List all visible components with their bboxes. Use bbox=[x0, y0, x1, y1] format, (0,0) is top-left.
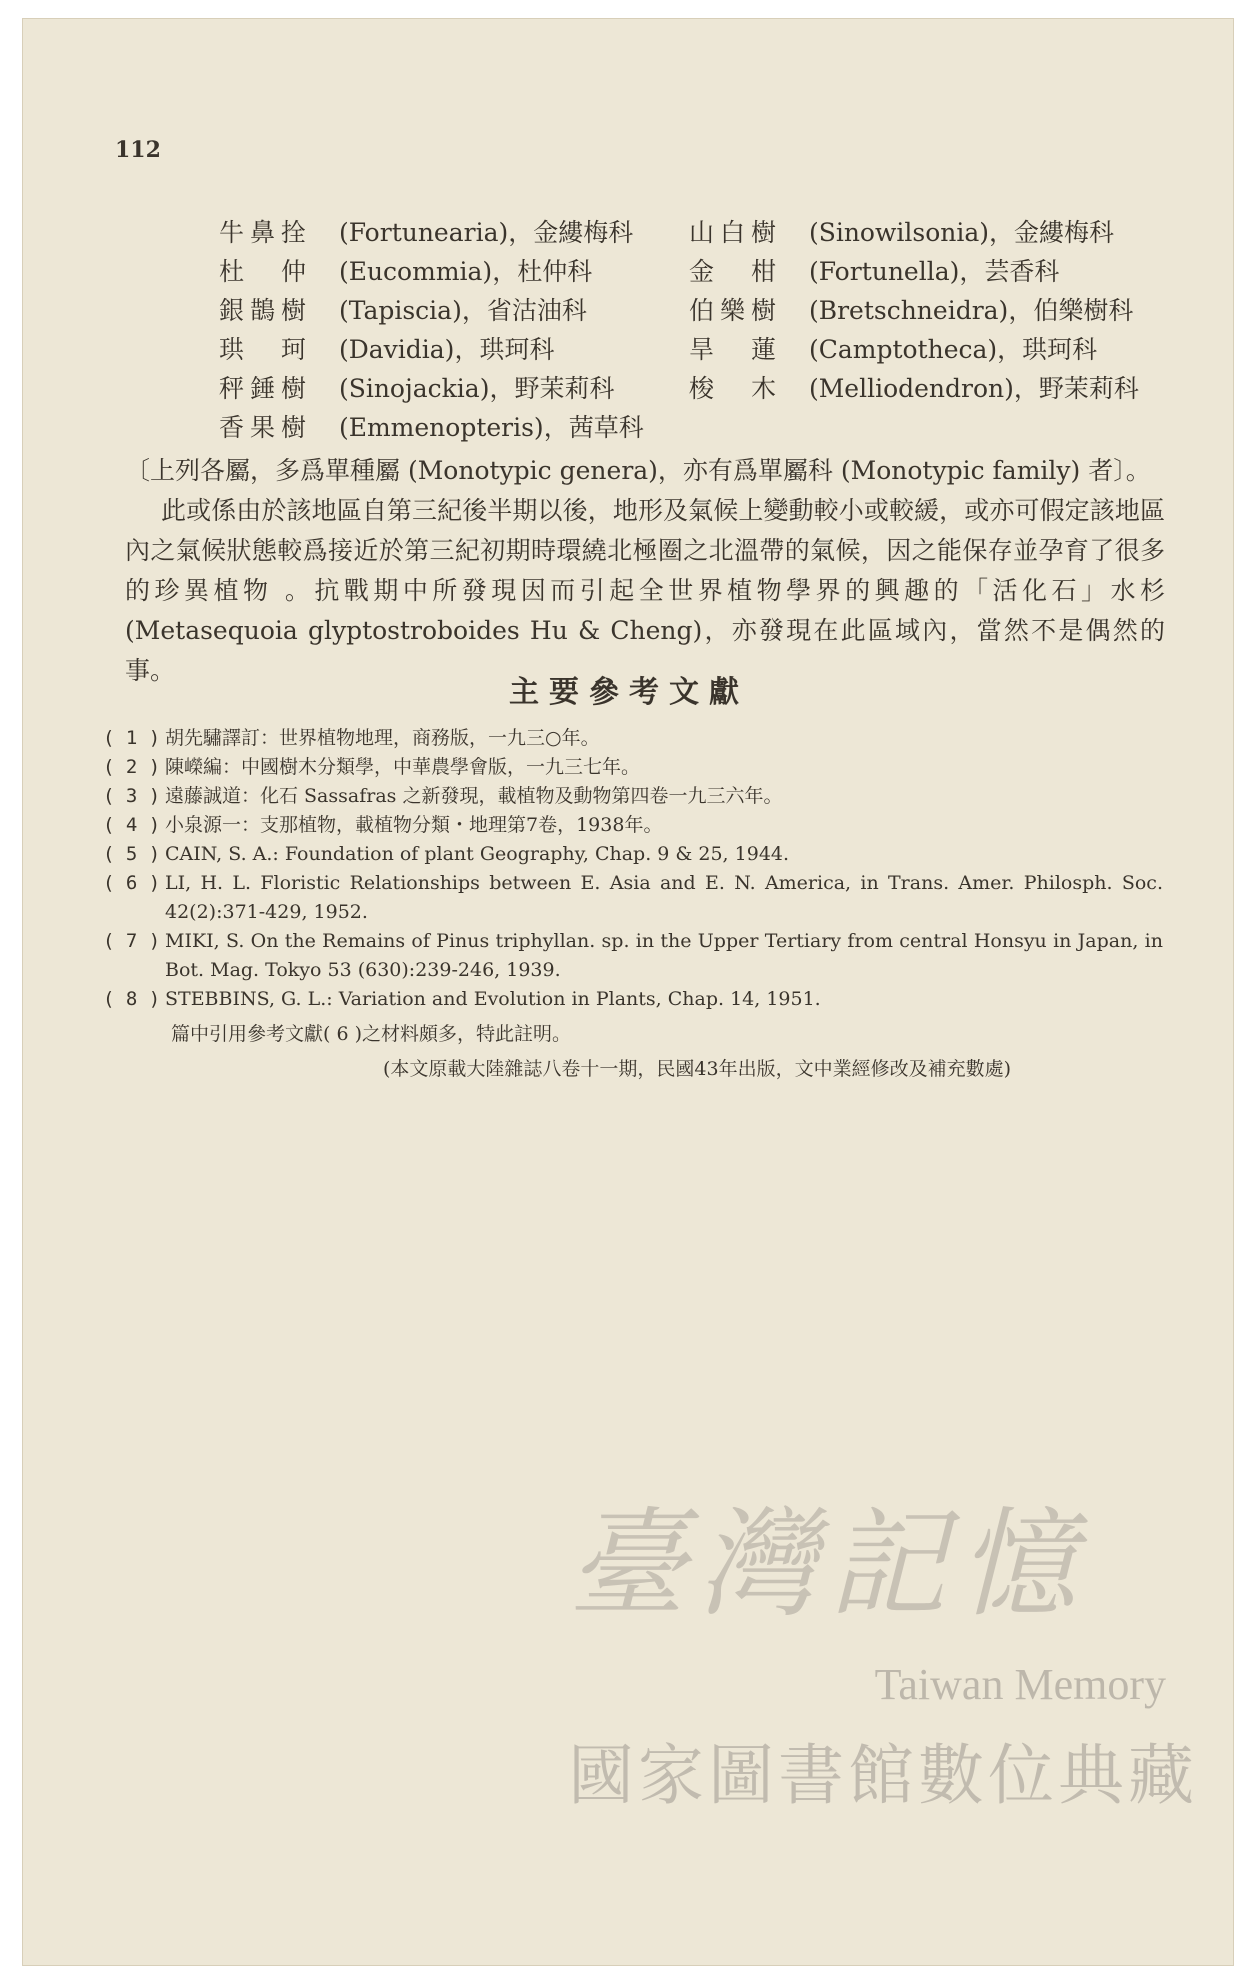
reference-item: ( 3 ) 遠藤誠道：化石 Sassafras 之新發現，載植物及動物第四卷一九三六年。 bbox=[103, 785, 783, 807]
genus-entry: 旱 蓮 (Camptotheca)，珙珂科 bbox=[689, 335, 1098, 364]
reference-item: ( 8 ) STEBBINS, G. L.: Variation and Evolution in Plants, Chap. 14, 1951. bbox=[103, 988, 821, 1010]
reference-item: ( 5 ) CAIN, S. A.: Foundation of plant Geography, Chap. 9 & 25, 1944. bbox=[103, 843, 790, 865]
genus-entry: 珙 珂 (Davidia)，珙珂科 bbox=[219, 335, 555, 364]
taiwan-memory-watermark bbox=[568, 1494, 1208, 1824]
genus-entry: 梭 木 (Melliodendron)，野茉莉科 bbox=[689, 374, 1139, 403]
source-note: (本文原載大陸雜誌八卷十一期，民國43年出版，文中業經修改及補充數處) bbox=[383, 1058, 1012, 1080]
body-text bbox=[125, 451, 1165, 691]
genus-entry: 銀鵲樹 (Tapiscia)，省沽油科 bbox=[219, 296, 587, 325]
reference-item: ( 2 ) 陳嶸編：中國樹木分類學，中華農學會版，一九三七年。 bbox=[103, 756, 641, 778]
genus-entry: 山白樹 (Sinowilsonia)，金縷梅科 bbox=[689, 218, 1115, 247]
page-number: 112 bbox=[115, 137, 161, 163]
document-page bbox=[22, 18, 1234, 1966]
references-list bbox=[103, 724, 1163, 1014]
genus-entry: 伯樂樹 (Bretschneidra)，伯樂樹科 bbox=[689, 296, 1134, 325]
reference-note: 篇中引用參考文獻( 6 )之材料頗多，特此註明。 bbox=[171, 1023, 571, 1045]
genus-entry: 香果樹 (Emmenopteris)，茜草科 bbox=[219, 413, 644, 442]
genus-entry: 杜 仲 (Eucommia)，杜仲科 bbox=[219, 257, 593, 286]
genus-entry: 牛鼻拴 (Fortunearia)，金縷梅科 bbox=[219, 218, 634, 247]
reference-item: ( 7 ) MIKI, S. On the Remains of Pinus triphyllan. sp. in the Upper Tertiary from central Honsyu in Japan, in Bot. Mag. Tokyo 53 (630):239-246, 1939. bbox=[103, 930, 1163, 981]
genera-note-paragraph: 〔上列各屬，多爲單種屬 (Monotypic genera)，亦有爲單屬科 (Monotypic family) 者〕。 bbox=[125, 456, 1151, 485]
genus-entry: 金 柑 (Fortunella)，芸香科 bbox=[689, 257, 1060, 286]
reference-item: ( 4 ) 小泉源一：支那植物，載植物分類・地理第7卷，1938年。 bbox=[103, 814, 663, 836]
watermark-institution-text: 國家圖書館數位典藏 bbox=[568, 1737, 1198, 1814]
watermark-latin-text: Taiwan Memory bbox=[874, 1660, 1166, 1709]
discussion-paragraph: 此或係由於該地區自第三紀後半期以後，地形及氣候上變動較小或較緩，或亦可假定該地區內之氣候狀態較爲接近於第三紀初期時環繞北極圈之北溫帶的氣候，因之能保存並孕育了很多的珍異植物 。抗戰期中所發現因而引起全世界植物學界的興趣的「活化石」水杉 (Metasequoia glyptostroboides Hu & Cheng)，亦發現在此區域內，當然不是偶然的事。 bbox=[125, 496, 1165, 685]
watermark-script-text: 臺灣記憶 bbox=[568, 1495, 1089, 1633]
genera-list bbox=[219, 215, 1149, 445]
reference-item: ( 1 ) 胡先驌譯訂：世界植物地理，商務版，一九三○年。 bbox=[103, 727, 600, 749]
genus-entry: 秤錘樹 (Sinojackia)，野茉莉科 bbox=[219, 374, 615, 403]
reference-item: ( 6 ) LI, H. L. Floristic Relationships between E. Asia and E. N. America, in Trans. Amer. Philosph. Soc. 42(2):371-429, 1952. bbox=[103, 872, 1163, 923]
references-heading: 主要參考文獻 bbox=[509, 675, 749, 710]
